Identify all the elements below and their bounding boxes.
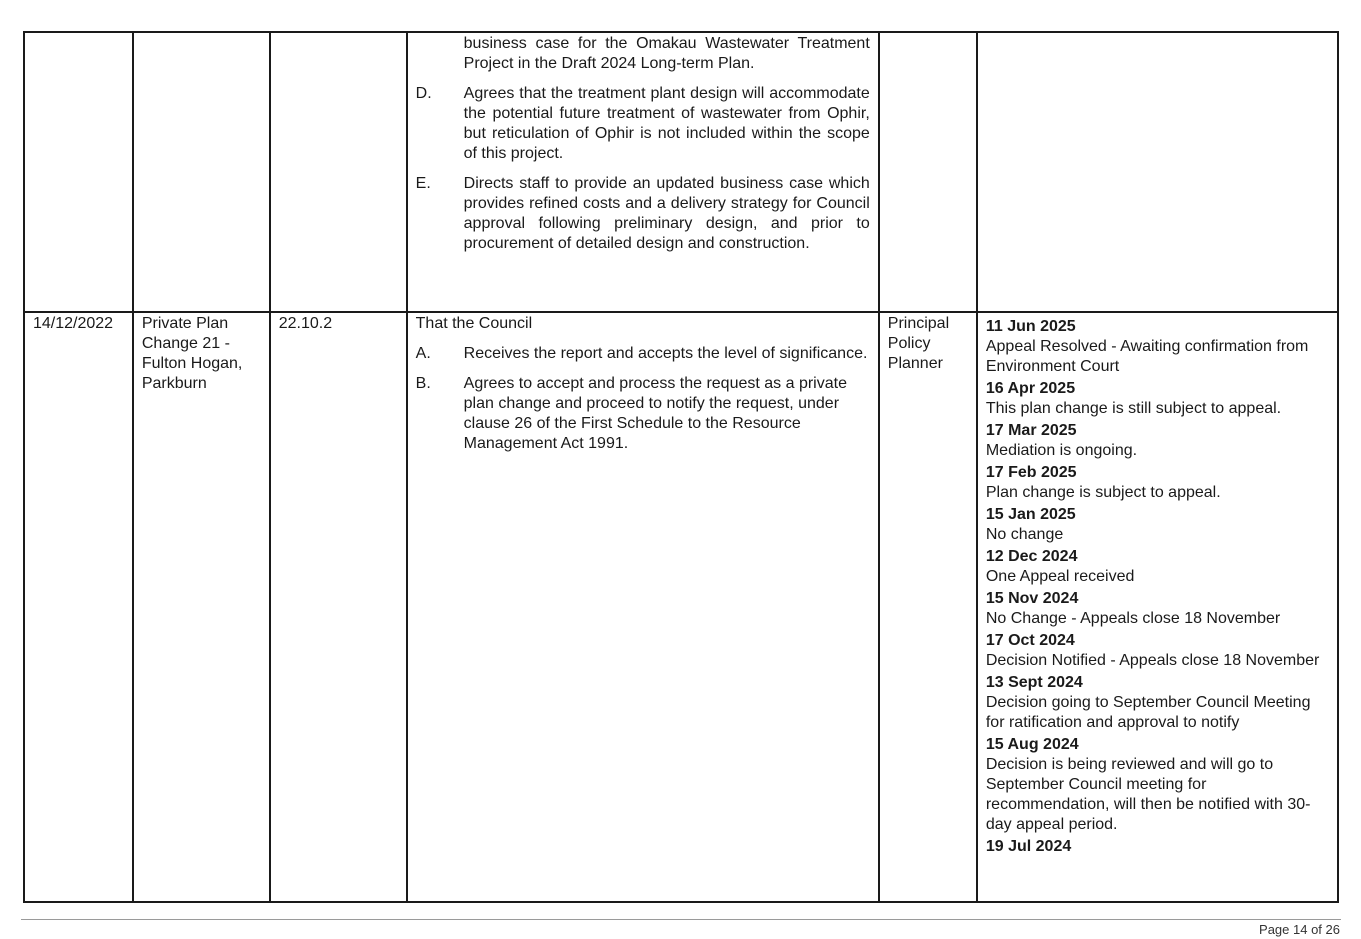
update-date: 12 Dec 2024 xyxy=(985,548,1078,565)
meeting-date: 14/12/2022 xyxy=(33,315,114,332)
report-title-cell xyxy=(133,312,270,902)
resolution-item xyxy=(416,84,870,164)
update-text: Mediation is ongoing. xyxy=(985,442,1138,459)
footer-divider xyxy=(21,919,1341,920)
report-title-cell xyxy=(133,32,270,312)
page-number: Page 14 of 26 xyxy=(1259,922,1340,937)
meeting-date-cell xyxy=(24,32,133,312)
update-date: 17 Mar 2025 xyxy=(985,422,1077,439)
update-date: 15 Aug 2024 xyxy=(985,736,1079,753)
responsible-officer: Principal Policy Planner xyxy=(887,315,950,372)
update-text: One Appeal received xyxy=(985,568,1135,585)
resolution-text: Receives the report and accepts the level of significance. xyxy=(463,345,868,362)
update-date: 13 Sept 2024 xyxy=(985,674,1083,691)
officer-cell xyxy=(879,32,977,312)
update-date: 17 Oct 2024 xyxy=(985,632,1075,649)
update-text: No change xyxy=(985,526,1064,543)
progress-cell xyxy=(977,32,1338,312)
resolution-item xyxy=(416,374,870,454)
meeting-date-cell xyxy=(24,312,133,902)
update-date: 15 Jan 2025 xyxy=(985,506,1076,523)
update-date: 17 Feb 2025 xyxy=(985,464,1077,481)
update-text: Decision is being reviewed and will go to September Council meeting for recommendation, will then be notified with 30-day appeal period. xyxy=(985,756,1311,833)
resolutions-table xyxy=(23,31,1339,903)
resolution-letter: E. xyxy=(415,175,431,192)
table-row xyxy=(24,312,1338,902)
update-text: No Change - Appeals close 18 November xyxy=(985,610,1281,627)
resolution-item xyxy=(416,344,870,364)
resolution-text: Directs staff to provide an updated business case which provides refined costs and a delivery strategy for Council approval following preliminary design, and prior to procurement of detailed design and construction. xyxy=(463,175,870,252)
resolution-item xyxy=(416,174,870,254)
table-row xyxy=(24,32,1338,312)
resolution-text: Agrees to accept and process the request as a private plan change and proceed to notify the request, under clause 26 of the First Schedule to the Resource Management Act 1991. xyxy=(463,375,847,452)
item-number-cell xyxy=(270,312,407,902)
resolution-letter: D. xyxy=(415,85,432,102)
update-text: Plan change is subject to appeal. xyxy=(985,484,1221,501)
update-text: Decision Notified - Appeals close 18 November xyxy=(985,652,1320,669)
item-number: 22.10.2 xyxy=(278,315,333,332)
update-text: This plan change is still subject to appeal. xyxy=(985,400,1282,417)
report-title: Private Plan Change 21 - Fulton Hogan, Parkburn xyxy=(141,315,243,392)
progress-cell xyxy=(977,312,1338,902)
resolution-cell xyxy=(407,32,879,312)
update-date: 11 Jun 2025 xyxy=(985,318,1076,335)
update-text: Appeal Resolved - Awaiting confirmation from Environment Court xyxy=(985,338,1309,375)
resolution-letter: B. xyxy=(415,375,431,392)
update-date: 15 Nov 2024 xyxy=(985,590,1079,607)
resolution-cell xyxy=(407,312,879,902)
resolution-continuation: business case for the Omakau Wastewater Treatment Project in the Draft 2024 Long-term Plan. xyxy=(463,35,870,72)
progress-updates xyxy=(986,313,1329,857)
update-date: 19 Jul 2024 xyxy=(985,838,1072,855)
officer-cell xyxy=(879,312,977,902)
resolution-text: Agrees that the treatment plant design will accommodate the potential future treatment of wastewater from Ophir, but reticulation of Ophir is not included within the scope of this project. xyxy=(463,85,870,162)
resolution-intro: That the Council xyxy=(415,315,533,332)
update-text: Decision going to September Council Meeting for ratification and approval to notify xyxy=(985,694,1311,731)
resolution-letter: A. xyxy=(415,345,431,362)
item-number-cell xyxy=(270,32,407,312)
update-date: 16 Apr 2025 xyxy=(985,380,1076,397)
